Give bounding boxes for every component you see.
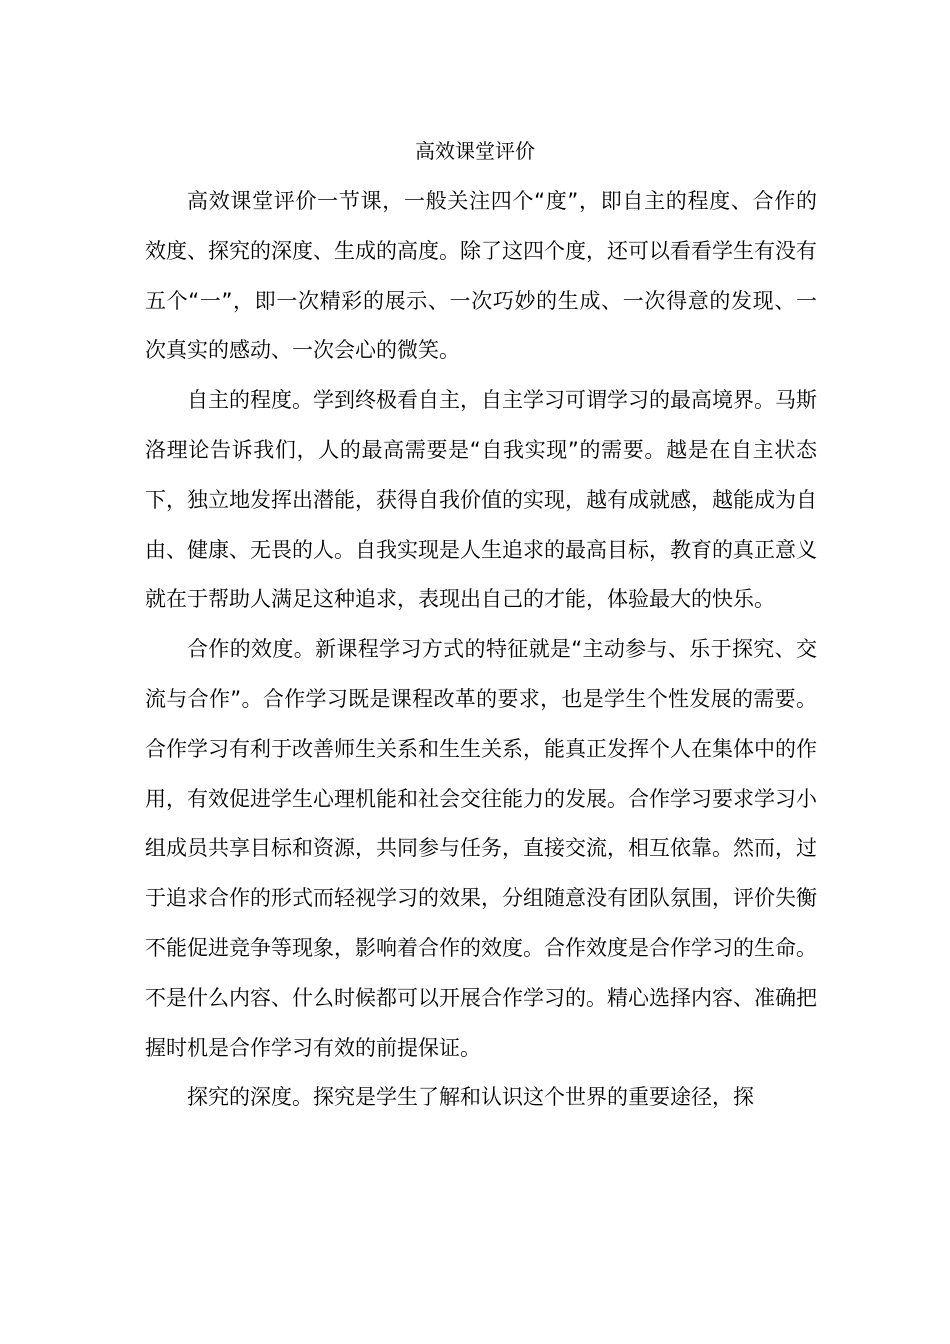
document-title: 高效课堂评价 bbox=[415, 139, 535, 163]
paragraph-inquiry: 探究的深度。探究是学生了解和认识这个世界的重要途径，探 bbox=[187, 1085, 754, 1110]
paragraph-cooperation: 合作的效度。新课程学习方式的特征就是“主动参与、乐于探究、交流与合作”。合作学习既是课程改革的要求，也是学生个性发展的需要。合作学习有利于改善师生关系和生生关系，能真正发挥个人在集体中的作用，有效促进学生心理机能和社会交往能力的发展。合作学习要求学习小组成员共享目标和资源，共同参与任务，直接交流，相互依靠。然而，过于追求合作的形式而轻视学习的效果，分组随意没有团队氛围，评价失衡不能促进竞争等现象，影响着合作的效度。合作效度是合作学习的生命。不是什么内容、什么时候都可以开展合作学习的。精心选择内容、准确把握时机是合作学习有效的前提保证。 bbox=[145, 637, 817, 1060]
paragraph-intro: 高效课堂评价一节课，一般关注四个“度”，即自主的程度、合作的效度、探究的深度、生成的高度。除了这四个度，还可以看看学生有没有五个“一”，即一次精彩的展示、一次巧妙的生成、一次得意的发现、一次真实的感动、一次会心的微笑。 bbox=[145, 189, 817, 363]
paragraph-autonomy: 自主的程度。学到终极看自主，自主学习可谓学习的最高境界。马斯洛理论告诉我们，人的最高需要是“自我实现”的需要。越是在自主状态下，独立地发挥出潜能，获得自我价值的实现，越有成就感，越能成为自由、健康、无畏的人。自我实现是人生追求的最高目标，教育的真正意义就在于帮助人满足这种追求，表现出自己的才能，体验最大的快乐。 bbox=[145, 388, 817, 612]
document-body bbox=[145, 177, 817, 1123]
